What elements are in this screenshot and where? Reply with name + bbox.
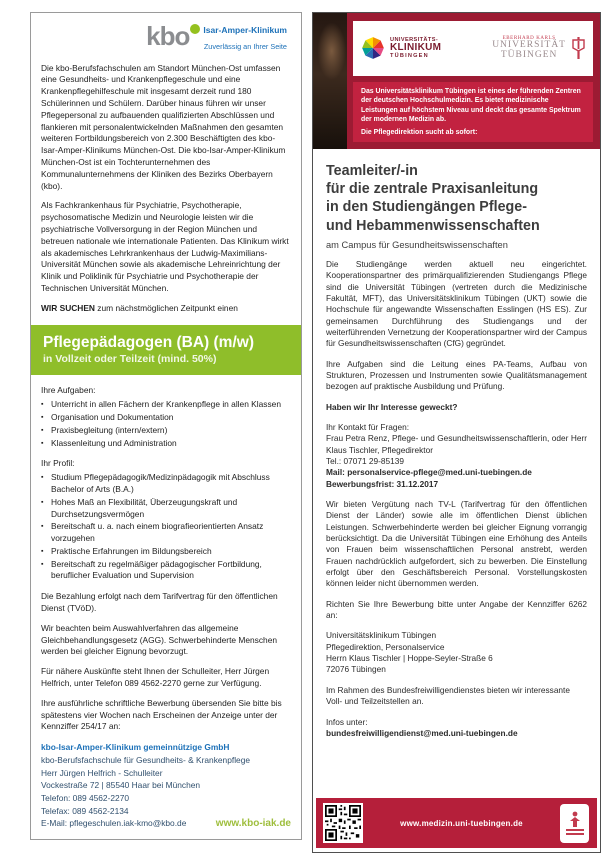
- we-search-bold: WIR SUCHEN: [41, 302, 95, 313]
- profile-heading: Ihr Profil:: [41, 458, 75, 469]
- list-item: ▪ Praxisbegleitung (intern/extern): [41, 425, 291, 437]
- contact-note-paragraph: Für nähere Auskünfte steht Ihnen der Schulleiter, Herr Jürgen Helfrich, unter Telefon 089 4562-2270 gerne zur Verfügung.: [41, 666, 270, 689]
- tasks-list: [41, 399, 291, 449]
- uni-logo-line1: UNIVERSITÄT: [492, 40, 566, 51]
- job-title: Pflegepädagogen (BA) (m/w): [43, 333, 254, 351]
- kbo-green-dot-icon: [190, 24, 200, 34]
- title-line: in den Studiengängen Pflege-: [326, 199, 527, 216]
- ukt-footer-bar: [316, 798, 597, 848]
- address-line: Universitätsklinikum Tübingen: [326, 630, 437, 641]
- kbo-wordmark: kbo: [146, 21, 190, 51]
- right-job-ad-ukt: [312, 12, 601, 853]
- seal-text-line: [566, 829, 584, 831]
- profile-list: [41, 472, 291, 582]
- left-job-ad-kbo: [30, 12, 302, 840]
- list-item: ▪ Studium Pflegepädagogik/Medizinpädagogik mit Abschluss Bachelor of Arts (B.A.): [41, 472, 291, 496]
- address-line: Herrn Klaus Tischler | Hoppe-Seyler-Straße 6: [326, 653, 493, 664]
- ukt-intro-box: [353, 82, 593, 142]
- contact-heading: Ihr Kontakt für Fragen:: [326, 421, 410, 432]
- universitaet-tuebingen-logo: [492, 36, 586, 60]
- bfd-paragraph: Im Rahmen des Bundesfreiwilligendienstes bieten wir interessante Voll- und Teilzeitstellen an.: [326, 684, 570, 707]
- ukt-logo-line2: KLINIKUM: [390, 42, 442, 54]
- job-title-banner: [31, 325, 301, 376]
- ukt-job-title: [326, 162, 587, 250]
- contact-email-link[interactable]: Mail: personalservice-pflege@med.uni-tuebingen.de: [326, 467, 532, 478]
- contact-phone: Tel.: 07071 29-85139: [326, 455, 404, 466]
- ukt-apply-note: Richten Sie Ihre Bewerbung bitte unter Angabe der Kennziffer 6262 an:: [326, 598, 587, 621]
- contact-names: Frau Petra Renz, Pflege- und Gesundheitswissenschaftlerin, oder Herr Klaus Tischler, Pflegedirektor: [326, 433, 587, 455]
- ukt-logo-line3: TÜBINGEN: [390, 53, 429, 60]
- kbo-intro-paragraph-1: Die kbo-Berufsfachschulen am Standort München-Ost umfassen eine Gesundheits- und Krankenpflegeschule und eine Krankenpflegehilfeschule mit insgesamt derzeit rund 180 Schülerinnen und Schülern. Darüber hinaus führen wir unser Pflegepersonal zu aufbauenden qualifizierten Abschlüssen und flankieren mit personalentwickelnden Maßnahmen den gesamten weiteren Fortbildungsbereich von 2.300 Beschäftigten des kbo-Isar-Amper-Klinikums München-Ost. Die kbo-Isar-Amper-Klinikum München-Ost ist ein Tochterunternehmen des Kommunalunternehmens der Kliniken des Bezirks Oberbayern (kbo).: [41, 62, 286, 191]
- seal-text-line: [566, 833, 584, 835]
- ukt-job-subtitle: am Campus für Gesundheitswissenschaften: [326, 239, 508, 250]
- title-line: und Hebammenwissenschaften: [326, 217, 540, 234]
- we-search-rest: zum nächstmöglichen Zeitpunkt einen: [94, 302, 238, 313]
- address-line: Telefon: 089 4562-2270: [41, 793, 130, 804]
- ukt-intro-sub: Die Pflegedirektion sucht ab sofort:: [361, 128, 478, 136]
- kbo-company-name: kbo-Isar-Amper-Klinikum gemeinnützige GmbH: [41, 742, 230, 753]
- kbo-email-link[interactable]: E-Mail: pflegeschulen.iak-kmo@kbo.de: [41, 818, 187, 829]
- address-line: kbo-Berufsfachschule für Gesundheits- & Krankenpflege: [41, 755, 251, 766]
- we-search-line: [41, 303, 291, 315]
- job-title-subtitle: in Vollzeit oder Teilzeit (mind. 50%): [43, 352, 217, 365]
- logo-strip: [353, 21, 593, 76]
- list-item: ▪ Bereitschaft zu regelmäßiger pädagogischer Fortbildung, beruflicher Evaluation und Supervision: [41, 559, 291, 583]
- list-item: ▪ Praktische Erfahrungen im Bildungsbereich: [41, 546, 291, 558]
- infos-label: Infos unter:: [326, 716, 368, 727]
- title-line: Teamleiter/-in: [326, 163, 418, 179]
- list-item: ▪ Hohes Maß an Flexibilität, Überzeugungskraft und Durchsetzungsvermögen: [41, 497, 291, 521]
- address-line: Pflegedirektion, Personalservice: [326, 641, 445, 652]
- pay-paragraph: Die Bezahlung erfolgt nach dem Tarifvertrag für den öffentlichen Dienst (TVöD).: [41, 591, 278, 614]
- kbo-address-block: [41, 741, 291, 831]
- address-line: Herr Jürgen Helfrich - Schulleiter: [41, 767, 163, 778]
- list-item: ▪ Unterricht in allen Fächern der Krankenpflege in allen Klassen: [41, 399, 291, 411]
- title-line: für die zentrale Praxisanleitung: [326, 181, 539, 198]
- universitaetsklinikum-logo: [360, 35, 441, 61]
- address-line: 72076 Tübingen: [326, 664, 386, 675]
- list-item: ▪ Klassenleitung und Administration: [41, 438, 291, 450]
- kbo-brand-name: Isar-Amper-Klinikum: [203, 25, 287, 35]
- ukt-offer-paragraph: Wir bieten Vergütung nach TV-L (Tarifvertrag für den öffentlichen Dienst der Länder) sowie alle im öffentlichen Dienst üblichen Leistungen. Schwerbehinderte werden bei gleicher Eignung vorrangig berücksichtigt. Da die Universität Tübingen eine Erhöhung des Anteils von Frauen beim wissenschaftlichen Personal anstrebt, werden Frauen nachdrücklich aufgefordert, sich zu bewerben. Die Einstellung erfolgt über den Geschäftsbereich Personal. Vorstellungskosten können leider nicht übernommen werden.: [326, 499, 587, 589]
- tasks-heading: Ihre Aufgaben:: [41, 385, 96, 396]
- uni-logo-top: EBERHARD KARLS: [502, 36, 556, 42]
- ukt-header: [313, 13, 600, 149]
- university-crest-icon: [571, 37, 586, 59]
- kbo-tagline: Zuverlässig an Ihrer Seite: [203, 41, 287, 51]
- ukt-logo-line1: UNIVERSITÄTS-: [390, 37, 439, 44]
- qr-code-icon: [325, 805, 361, 841]
- apply-note-paragraph: Ihre ausführliche schriftliche Bewerbung übersenden Sie bitte bis spätestens vier Wochen nach Erscheinen der Anzeige unter der Kennziffer 254/17 an:: [41, 697, 282, 732]
- address-line: Telefax: 089 4562-2134: [41, 805, 129, 816]
- ukt-interest-line: Haben wir Ihr Interesse geweckt?: [326, 401, 458, 412]
- ukt-body: [313, 149, 600, 739]
- kbo-logo: [41, 23, 287, 53]
- address-line: Vockestraße 72 | 85540 Haar bei München: [41, 780, 201, 791]
- agg-paragraph: Wir beachten beim Auswahlverfahren das allgemeine Gleichbehandlungsgesetz (AGG). Schwerbehinderte Menschen werden bei gleicher Eignung bevorzugt.: [41, 622, 278, 657]
- kbo-website-link[interactable]: www.kbo-iak.de: [215, 818, 291, 830]
- infos-block: [326, 717, 587, 740]
- list-item: ▪ Bereitschaft u. a. nach einem biografieorientierten Ansatz vorzugehen: [41, 521, 291, 545]
- application-deadline: Bewerbungsfrist: 31.12.2017: [326, 478, 439, 489]
- ukt-contact-block: [326, 422, 587, 490]
- ukt-address-block: [326, 630, 587, 675]
- ukt-paragraph-studiengaenge: Die Studiengänge werden aktuell neu eingerichtet. Kooperationspartner des primärqualifizierenden Studiengangs Pflege sind die Universität Tübingen (vertreten durch die Medizinische Fakultät, MFT), das Universitätsklinikum Tübingen (UKT) sowie die Hochschule für angewandte Wissenschaften Esslingen (HS ES). Zur gemeinsamen Durchführung des Studiengangs und der weiterführenden Vernetzung der Kooperationspartner wird der Campus für Gesundheitswissenschaften (CfG) gegründet.: [326, 258, 587, 349]
- certification-seal-icon: [568, 811, 582, 827]
- ukt-paragraph-aufgaben: Ihre Aufgaben sind die Leitung eines PA-Teams, Aufbau von Strukturen, Prozessen und Instrumenten sowie Qualitätsmanagement bezogen auf praktische Ausbildung und Prüfung.: [326, 358, 587, 392]
- certification-seal: [560, 804, 589, 843]
- ukt-pinwheel-icon: [360, 35, 386, 61]
- kbo-intro-paragraph-2: Als Fachkrankenhaus für Psychiatrie, Psychotherapie, psychosomatische Medizin und Neurologie leisten wir die psychiatrische Vollversorgung in der Region München und betreuen nationale wie internationale Patienten. Das Klinikum wirkt als akademisches Lehrkrankenhaus der Ludwig-Maximilians-Universität München sowie als akademische Lehreinrichtung der Klinik und Poliklinik für Psychiatrie und Psychotherapie der Technischen Universität München.: [41, 200, 289, 293]
- bfd-email-link[interactable]: bundesfreiwilligendienst@med.uni-tuebingen.de: [326, 727, 518, 738]
- ukt-website-link[interactable]: www.medizin.uni-tuebingen.de: [400, 818, 523, 828]
- ukt-intro-text: Das Universitätsklinikum Tübingen ist eines der führenden Zentren der deutschen Hochschulmedizin. Es bietet medizinische Leistungen auf höchstem Niveau und deckt das gesamte Spektrum der modernen Medizin ab.: [361, 87, 581, 124]
- qr-code: [323, 803, 363, 843]
- statue-photo: [313, 13, 347, 149]
- uni-logo-line2: TÜBINGEN: [500, 49, 558, 60]
- list-item: ▪ Organisation und Dokumentation: [41, 412, 291, 424]
